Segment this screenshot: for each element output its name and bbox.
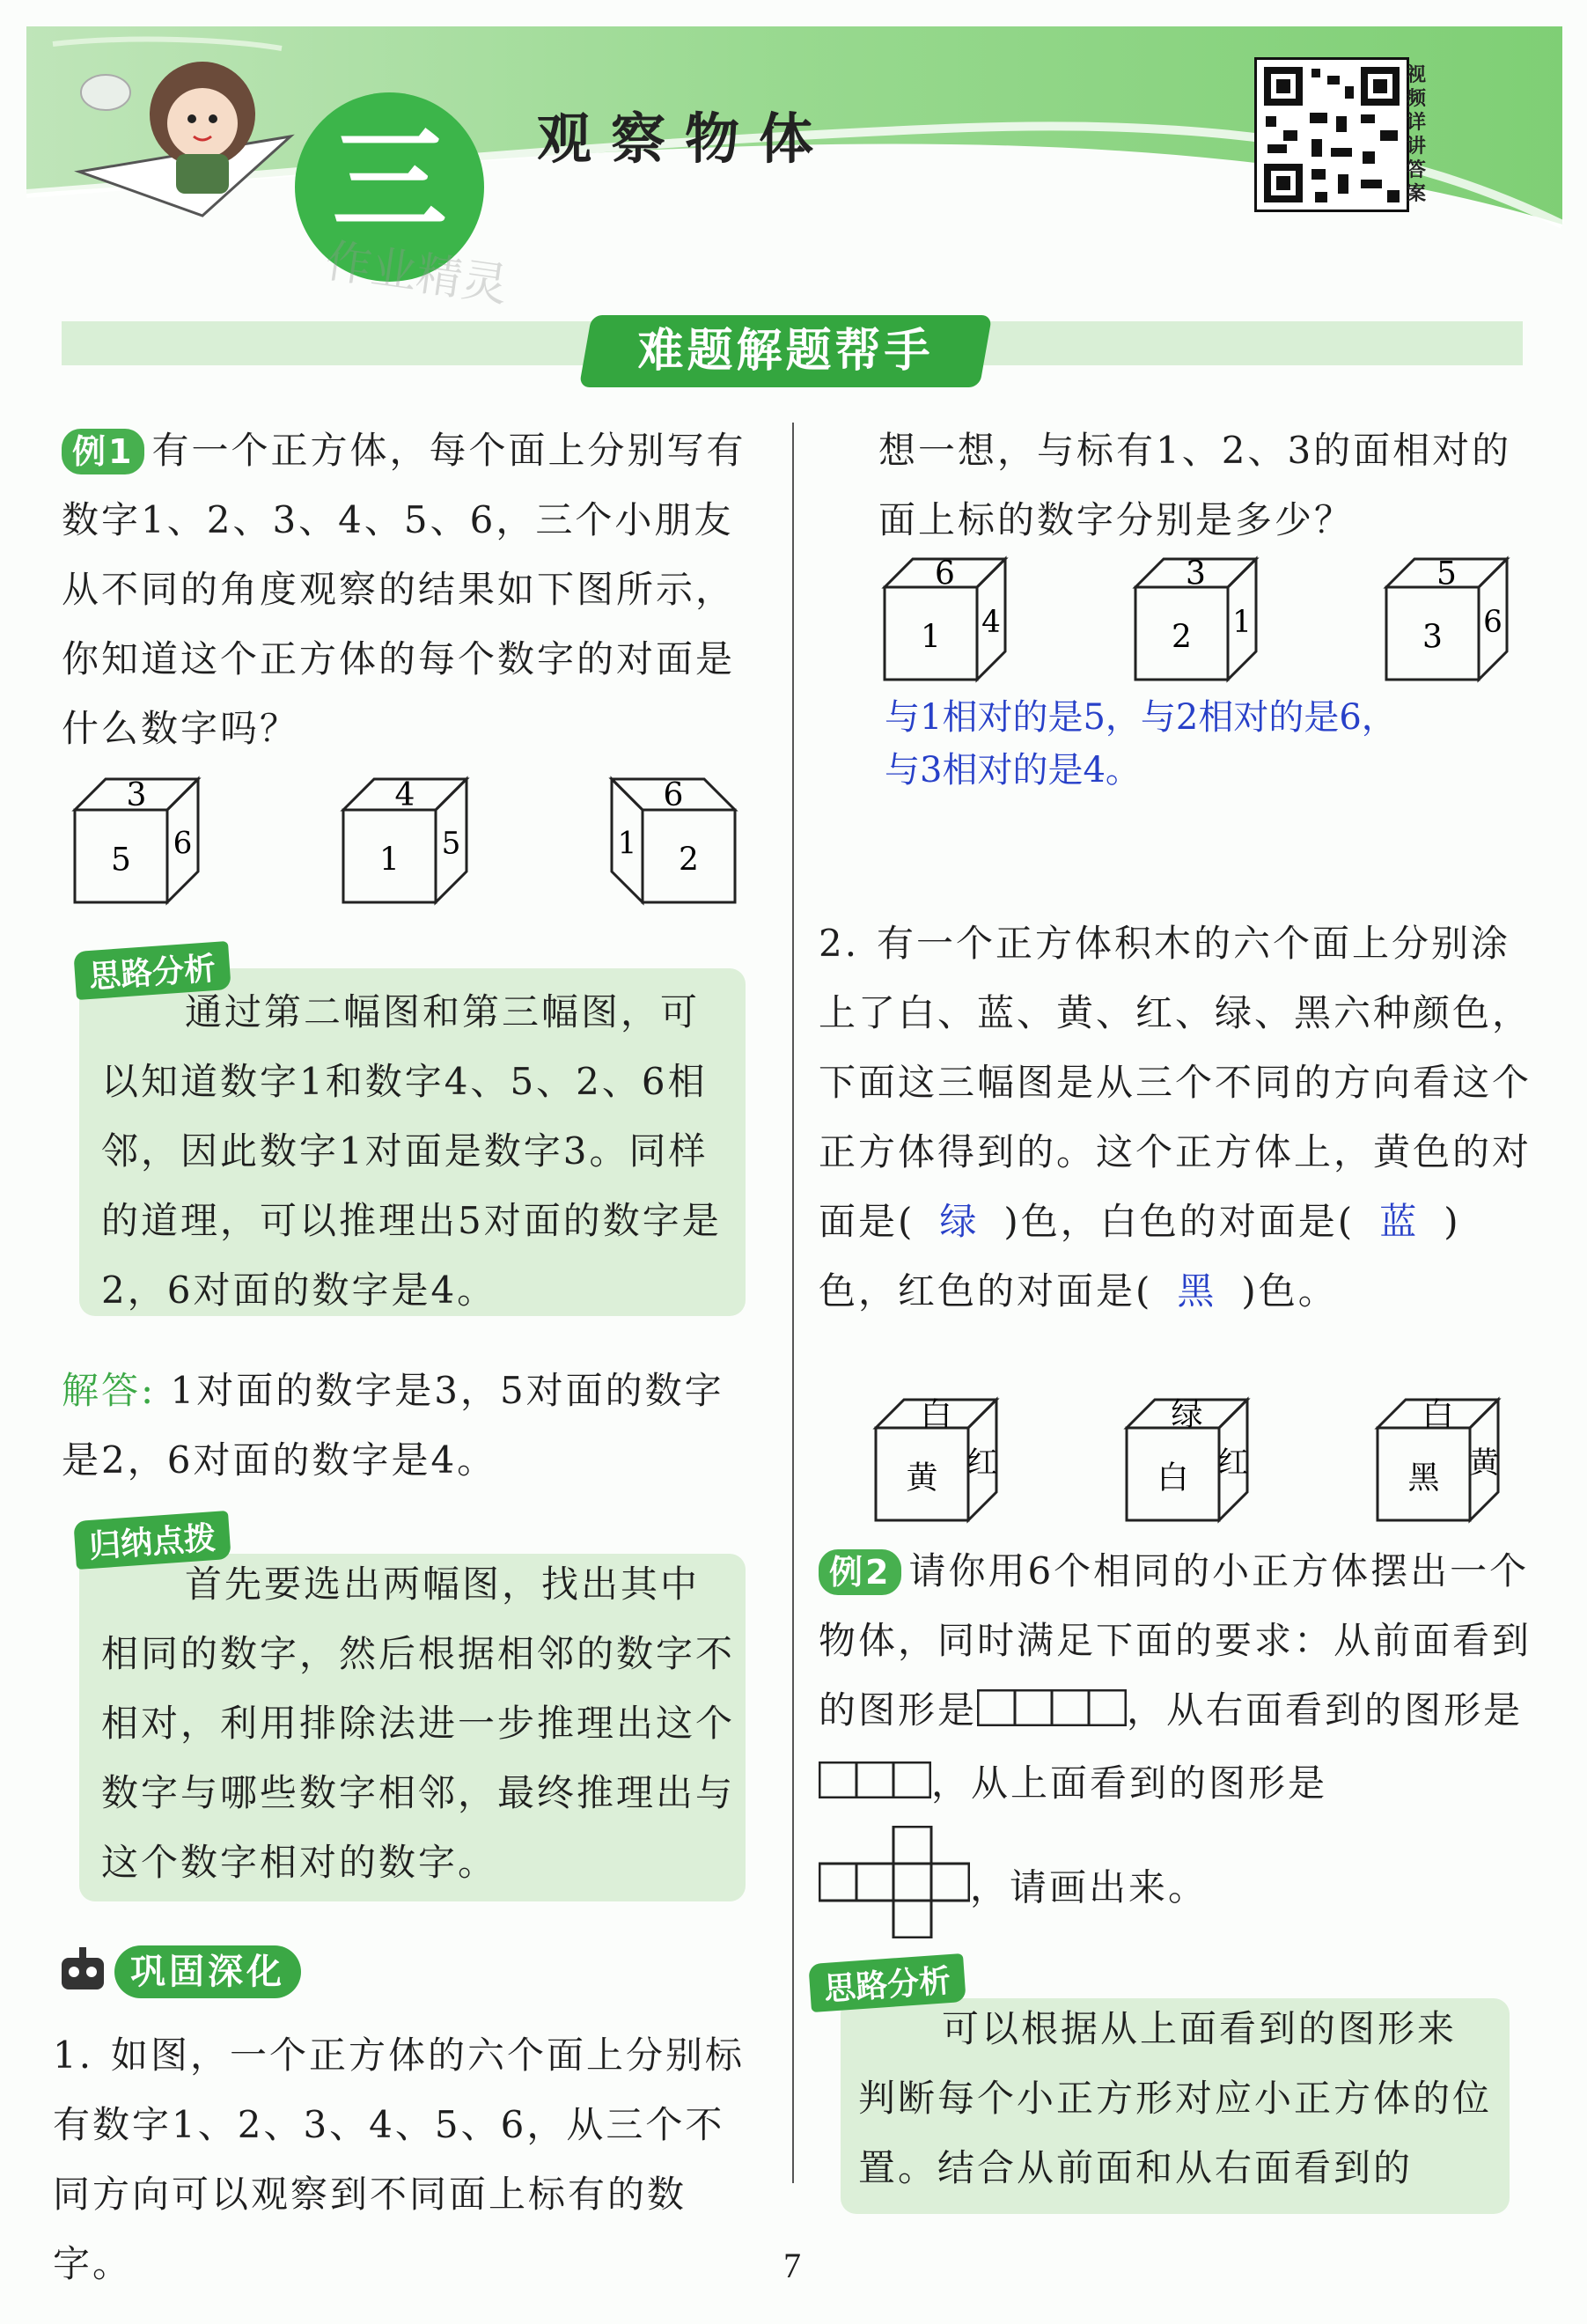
q2-answer-3: 黑 (1177, 1269, 1217, 1313)
ex1-cube-top-label: 4 (394, 777, 415, 814)
page-number: 7 (783, 2246, 801, 2285)
example2-tag: 例2 (819, 1549, 901, 1595)
summary-label: 归纳点拨 (73, 1511, 231, 1570)
q1-cube-front-label: 2 (1172, 619, 1192, 656)
q2-cube-top-label: 绿 (1171, 1396, 1203, 1433)
q2-cube-side-label: 黄 (1468, 1445, 1500, 1481)
ex1-cube-2 (343, 777, 467, 902)
unit-number: 三 (332, 114, 447, 247)
q2-cube-side-label: 红 (966, 1445, 998, 1481)
ex1-cube-side-label: 5 (441, 826, 461, 862)
answer1-label: 解答: (62, 1369, 157, 1412)
q1-cube-top-label: 3 (1186, 555, 1206, 592)
q1-text-left: 1. 如图，一个正方体的六个面上分别标有数字1、2、3、4、5、6，从三个不同方向可以观察到不同面上标有的数字。 (53, 2020, 757, 2298)
ex1-cube-front-label: 2 (679, 842, 699, 879)
analysis2-label: 思路分析 (808, 1953, 966, 2012)
right-view-shape (819, 1751, 931, 1820)
q2-cube-front-label: 黄 (906, 1460, 938, 1497)
q2-cube-side-label: 红 (1217, 1445, 1249, 1481)
ex1-cube-top-label: 3 (126, 777, 147, 814)
q2-number: 2. (819, 922, 860, 965)
ex1-cube-front-label: 5 (111, 842, 131, 879)
ex1-cube-1 (75, 777, 198, 902)
analysis1-label: 思路分析 (73, 941, 231, 1000)
analysis2-text: 可以根据从上面看到的图形来判断每个小正方形对应小正方体的位置。结合从前面和从右面看到的 (858, 2007, 1493, 2189)
chapter-title: 观察物体 (537, 107, 834, 171)
q2-cube-top-label: 白 (920, 1396, 952, 1433)
q2-cube-3 (1378, 1397, 1501, 1520)
q1-answer (885, 691, 1397, 797)
q1-cube-3 (1386, 556, 1507, 680)
consolidate-label: 巩固深化 (114, 1945, 301, 1998)
q1-answer-line1: 与1相对的是5，与2相对的是6， (885, 697, 1397, 738)
ex1-cube-3 (612, 777, 735, 902)
ex1-cube-side-label: 6 (173, 826, 193, 862)
q1-answer-line2: 与3相对的是4。 (885, 750, 1141, 791)
analysis1-text: 通过第二幅图和第三幅图，可以知道数字1和数字4、5、2、6相邻，因此数字1对面是数字3。同样的道理，可以推理出5对面的数字是2，6对面的数字是4。 (101, 990, 722, 1312)
q1-cube-2 (1135, 556, 1256, 680)
q2-cube-1 (876, 1397, 997, 1520)
ex1-cube-front-label: 1 (379, 842, 400, 879)
example1-tag: 例1 (62, 429, 144, 474)
section-title: 难题解题帮手 (637, 325, 934, 378)
q1-cube-side-label: 1 (1232, 604, 1252, 640)
qr-code[interactable] (1254, 57, 1409, 212)
q2-answer-1: 绿 (939, 1200, 980, 1243)
example1-cubes (70, 775, 757, 916)
example1-text: 例1 有一个正方体，每个面上分别写有数字1、2、3、4、5、6，三个小朋友从不同的角度观察的结果如下图所示，你知道这个正方体的每个数字的对面是什么数字吗？ (62, 429, 746, 750)
q2-cubes (871, 1395, 1523, 1527)
q1-text-right: 想一想，与标有1、2、3的面相对的面上标的数字分别是多少？ (878, 429, 1512, 541)
watermark: 作业精灵 (322, 234, 511, 313)
q1-cube-side-label: 6 (1483, 604, 1503, 640)
q2-cube-front-label: 白 (1157, 1460, 1189, 1497)
top-view-shape (819, 1826, 970, 1960)
ex1-cube-top-label: 6 (663, 777, 684, 814)
q1-cube-front-label: 1 (921, 619, 941, 656)
q1-cube-front-label: 3 (1422, 619, 1443, 656)
answer1-text: 1对面的数字是3，5对面的数字是2，6对面的数字是4。 (62, 1369, 724, 1482)
q1-cubes (880, 555, 1532, 687)
q2-cube-top-label: 白 (1422, 1396, 1454, 1433)
mascot-illustration (70, 40, 299, 224)
robot-icon (53, 1945, 114, 1998)
q1-number: 1. (53, 2034, 94, 2077)
qr-label: 视频详讲答案 (1407, 64, 1427, 205)
q2-cube-2 (1127, 1397, 1248, 1520)
q1-cube-side-label: 4 (981, 604, 1001, 640)
q1-cube-top-label: 6 (935, 555, 955, 592)
q2-answer-2: 蓝 (1379, 1200, 1420, 1243)
summary-text: 首先要选出两幅图，找出其中相同的数字，然后根据相邻的数字不相对，利用排除法进一步推理出这个数字与哪些数字相邻，最终推理出与这个数字相对的数字。 (101, 1563, 736, 1884)
q2-cube-front-label: 黑 (1407, 1460, 1440, 1497)
example2-text: 例2 请你用6个相同的小正方体摆出一个物体，同时满足下面的要求：从前面看到的图形是 ，从右面看到的图形是，从上面看到的图形是 ，请画出来。 (819, 1536, 1532, 1960)
q1-cube-top-label: 5 (1436, 555, 1457, 592)
front-view-shape (977, 1679, 1127, 1748)
q1-cube-1 (885, 556, 1005, 680)
answer1 (62, 1356, 761, 1495)
ex1-cube-side-label: 1 (617, 826, 637, 862)
q2-text: 2. 有一个正方体积木的六个面上分别涂上了白、蓝、黄、红、绿、黑六种颜色，下面这三幅图是从三个不同的方向看这个正方体得到的。这个正方体上，黄色的对面是( 绿 )色，白色的对面是( 蓝 )色，红色的对面是( 黑 )色。 (819, 908, 1532, 1326)
column-divider (792, 423, 794, 2183)
